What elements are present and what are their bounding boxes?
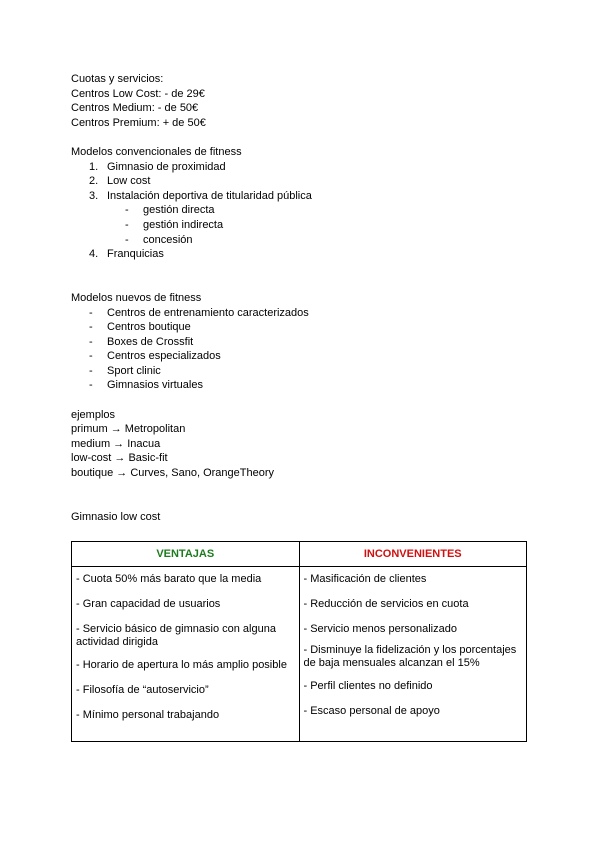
ejemplo-line: medium → Inacua [71, 437, 161, 450]
document-body [71, 72, 531, 524]
ejemplo-line: low-cost → Basic-fit [71, 452, 168, 465]
cuota-line: Centros Premium: + de 50€ [71, 116, 206, 129]
list-item: 4. Franquicias [89, 248, 164, 261]
list-item: - Boxes de Crossfit [89, 335, 194, 348]
ejemplo-line: primum → Metropolitan [71, 423, 186, 436]
ventaja-item: - Horario de apertura lo más amplio posible [76, 659, 287, 671]
nuevos-list [71, 306, 531, 394]
inconveniente-item: - Disminuye la fidelización y los porcentajes de baja mensuales alcanzan el 15% [303, 644, 517, 669]
list-item: - Sport clinic [89, 364, 161, 377]
inconveniente-item: - Servicio menos personalizado [303, 623, 457, 635]
list-item: - Centros boutique [89, 321, 191, 334]
gestion-sublist [71, 203, 531, 247]
inconveniente-item: - Masificación de clientes [303, 573, 427, 585]
ejemplo-line: boutique → Curves, Sano, OrangeTheory [71, 467, 275, 480]
list-item: - Centros de entrenamiento caracterizados [89, 306, 309, 319]
list-item: 1. Gimnasio de proximidad [89, 160, 226, 173]
list-item: - Gimnasios virtuales [89, 379, 203, 392]
nuevos-title: Modelos nuevos de fitness [71, 291, 202, 304]
ventajas-header: VENTAJAS [72, 542, 300, 567]
ventaja-item: - Gran capacidad de usuarios [76, 598, 221, 610]
cuotas-title: Cuotas y servicios: [71, 73, 164, 85]
inconveniente-item: - Escaso personal de apoyo [303, 705, 440, 717]
inconveniente-item: - Reducción de servicios en cuota [303, 598, 469, 610]
inconvenientes-header: INCONVENIENTES [299, 542, 527, 567]
comparison-table [71, 541, 527, 742]
inconvenientes-cell [299, 567, 527, 742]
list-item: 3. Instalación deportiva de titularidad pública - gestión directa - gestión indirecta - concesión [71, 189, 531, 247]
ventaja-item: - Filosofía de “autoservicio” [76, 684, 209, 696]
list-item: - gestión indirecta [125, 218, 224, 231]
convencionales-list [71, 160, 531, 262]
cuota-line: Centros Low Cost: - de 29€ [71, 87, 205, 100]
list-item: - concesión [125, 233, 193, 246]
convencionales-title: Modelos convencionales de fitness [71, 145, 242, 158]
cuota-line: Centros Medium: - de 50€ [71, 102, 199, 115]
ejemplos-title: ejemplos [71, 408, 116, 421]
lowcost-title: Gimnasio low cost [71, 510, 161, 523]
list-item: - gestión directa [125, 204, 215, 217]
list-item: 2. Low cost [89, 175, 151, 188]
list-item: - Centros especializados [89, 350, 221, 363]
ventaja-item: - Mínimo personal trabajando [76, 709, 220, 721]
ventajas-cell [72, 567, 300, 742]
ventaja-item: - Servicio básico de gimnasio con alguna actividad dirigida [76, 623, 276, 648]
inconveniente-item: - Perfil clientes no definido [303, 680, 433, 692]
ventaja-item: - Cuota 50% más barato que la media [76, 573, 262, 585]
